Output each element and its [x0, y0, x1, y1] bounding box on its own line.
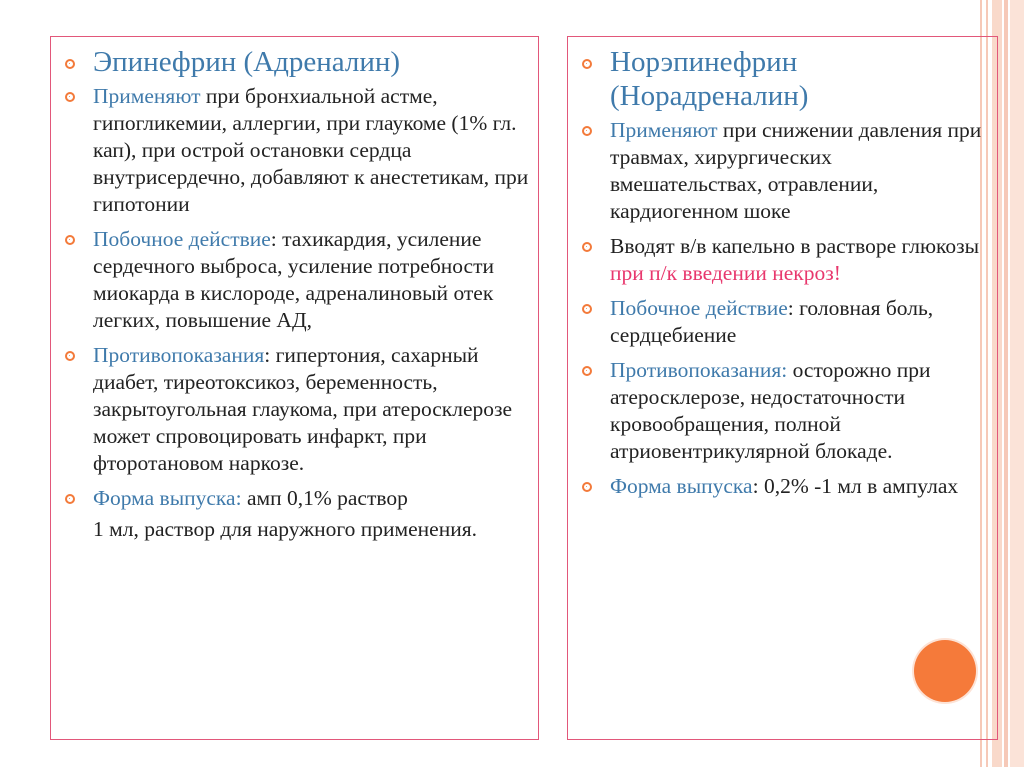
item-text: при снижении давления при травмах, хирургических вмешательствах, отравлении, кардиогенном шоке: [610, 118, 982, 223]
item-label: Противопоказания:: [610, 358, 788, 382]
item-label: Противопоказания: [93, 343, 265, 367]
list-item: [582, 117, 989, 225]
norepinephrine-title: Норэпинефрин (Норадреналин): [610, 46, 809, 112]
bullet-icon: [65, 92, 75, 102]
item-text: : 0,2% -1 мл в ампулах: [752, 474, 959, 498]
bullet-icon: [582, 242, 592, 252]
item-label: Побочное действие: [93, 227, 271, 251]
list-item: [65, 226, 530, 334]
item-text: : тахикардия, усиление сердечного выброса, усиление потребности миокарда в кислороде, адреналиновый отек легких, повышение АД,: [93, 227, 495, 332]
list-item: [582, 473, 989, 500]
list-item-continuation: 1 мл, раствор для наружного применения.: [93, 517, 477, 541]
epinephrine-title: Эпинефрин (Адреналин): [93, 46, 401, 78]
item-text: осторожно при атеросклерозе, недостаточности кровообращения, полной атриовентрикулярной блокаде.: [610, 358, 931, 463]
bullet-icon: [582, 304, 592, 314]
bullet-icon: [65, 59, 75, 69]
list-item: [582, 233, 989, 287]
list-item: [582, 295, 989, 349]
list-item: [65, 485, 530, 512]
norepinephrine-panel: [567, 36, 998, 740]
item-text: амп 0,1% раствор: [241, 486, 408, 510]
item-label: Побочное действие: [610, 296, 788, 320]
item-label: Форма выпуска:: [93, 486, 242, 510]
item-text: : головная боль, сердцебиение: [610, 296, 934, 347]
bullet-icon: [65, 351, 75, 361]
norepinephrine-title-item: [582, 45, 989, 113]
stripe: [1004, 0, 1008, 767]
bullet-icon: [65, 235, 75, 245]
stripe: [1010, 0, 1024, 767]
item-label: Форма выпуска: [610, 474, 753, 498]
bullet-icon: [65, 494, 75, 504]
warning-text: при п/к введении некроз!: [610, 261, 841, 285]
list-item: [582, 357, 989, 465]
list-item: [65, 342, 530, 477]
bullet-icon: [582, 482, 592, 492]
bullet-icon: [582, 366, 592, 376]
item-text: при бронхиальной астме, гипогликемии, аллергии, при глаукоме (1% гл. кап), при острой остановки сердца внутрисердечно, добавляют к анестетикам, при гипотонии: [93, 84, 529, 216]
bullet-icon: [582, 126, 592, 136]
list-item: [65, 83, 530, 218]
item-text: : гипертония, сахарный диабет, тиреотоксикоз, беременность, закрытоугольная глаукома, при атеросклерозе может спровоцировать инфаркт, при фторотановом наркозе.: [93, 343, 513, 475]
item-label: Применяют: [93, 84, 201, 108]
item-text: Вводят в/в капельно в растворе глюкозы: [610, 234, 980, 258]
bullet-icon: [582, 59, 592, 69]
epinephrine-panel: [50, 36, 539, 740]
epinephrine-title-item: [65, 45, 530, 79]
decorative-circle: [914, 640, 976, 702]
item-label: Применяют: [610, 118, 718, 142]
